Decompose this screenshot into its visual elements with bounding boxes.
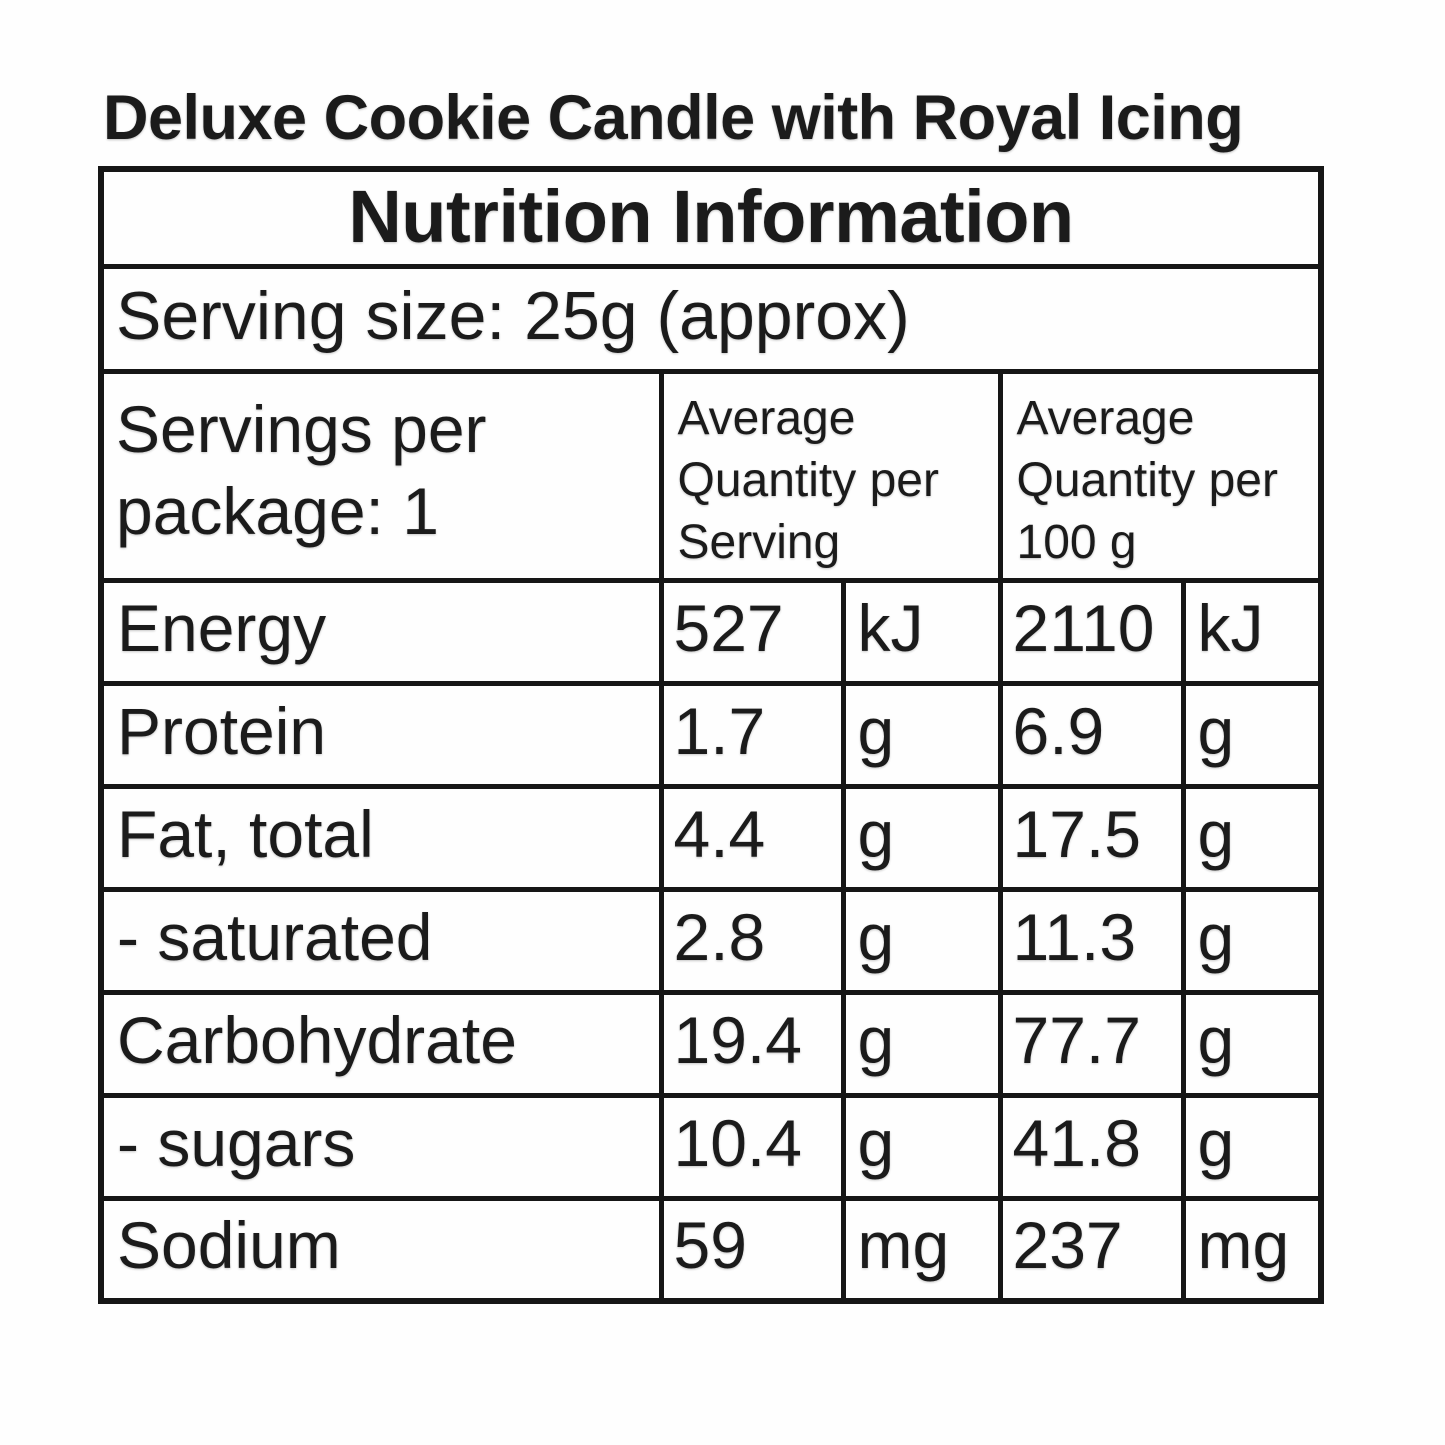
serving-size-row	[101, 266, 1321, 371]
nutrient-name: Carbohydrate	[101, 992, 661, 1095]
per-100g-unit: g	[1183, 992, 1321, 1095]
nutrient-row-protein	[101, 683, 1321, 786]
per-serving-value: 10.4	[661, 1095, 843, 1198]
nutrient-name: Protein	[101, 683, 661, 786]
nutrient-name: Fat, total	[101, 786, 661, 889]
nutrient-row-sodium	[101, 1198, 1321, 1301]
per-serving-unit: g	[843, 786, 1000, 889]
per-serving-unit: g	[843, 889, 1000, 992]
per-serving-value: 2.8	[661, 889, 843, 992]
serving-size-text: Serving size: 25g (approx)	[101, 266, 1321, 371]
nutrient-row-carbohydrate	[101, 992, 1321, 1095]
per-100g-value: 41.8	[1000, 1095, 1183, 1198]
per-100g-value: 2110	[1000, 580, 1183, 683]
column-header-row	[101, 371, 1321, 580]
per-100g-unit: g	[1183, 683, 1321, 786]
per-100g-value: 237	[1000, 1198, 1183, 1301]
nutrient-row-fat-total	[101, 786, 1321, 889]
per-100g-unit: g	[1183, 786, 1321, 889]
per-serving-unit: kJ	[843, 580, 1000, 683]
col-header-per-serving: Average Quantity per Serving	[661, 371, 1000, 580]
per-serving-value: 19.4	[661, 992, 843, 1095]
per-100g-unit: kJ	[1183, 580, 1321, 683]
per-100g-value: 11.3	[1000, 889, 1183, 992]
per-serving-value: 1.7	[661, 683, 843, 786]
nutrient-row-sugars	[101, 1095, 1321, 1198]
per-100g-value: 17.5	[1000, 786, 1183, 889]
per-serving-unit: g	[843, 683, 1000, 786]
nutrient-name: - sugars	[101, 1095, 661, 1198]
per-100g-unit: g	[1183, 889, 1321, 992]
per-serving-unit: g	[843, 992, 1000, 1095]
per-100g-unit: mg	[1183, 1198, 1321, 1301]
table-title: Nutrition Information	[101, 169, 1321, 266]
product-title: Deluxe Cookie Candle with Royal Icing	[103, 83, 1244, 153]
per-100g-unit: g	[1183, 1095, 1321, 1198]
per-serving-unit: mg	[843, 1198, 1000, 1301]
servings-per-package-text: Servings per package: 1	[101, 371, 661, 580]
per-serving-value: 527	[661, 580, 843, 683]
per-serving-value: 59	[661, 1198, 843, 1301]
per-serving-value: 4.4	[661, 786, 843, 889]
col-header-per-100g: Average Quantity per 100 g	[1000, 371, 1321, 580]
nutrient-row-energy	[101, 580, 1321, 683]
nutrient-name: - saturated	[101, 889, 661, 992]
per-serving-unit: g	[843, 1095, 1000, 1198]
per-100g-value: 6.9	[1000, 683, 1183, 786]
nutrient-name: Sodium	[101, 1198, 661, 1301]
table-title-row	[101, 169, 1321, 266]
nutrition-table	[98, 166, 1324, 1304]
per-100g-value: 77.7	[1000, 992, 1183, 1095]
nutrient-row-saturated	[101, 889, 1321, 992]
nutrient-name: Energy	[101, 580, 661, 683]
